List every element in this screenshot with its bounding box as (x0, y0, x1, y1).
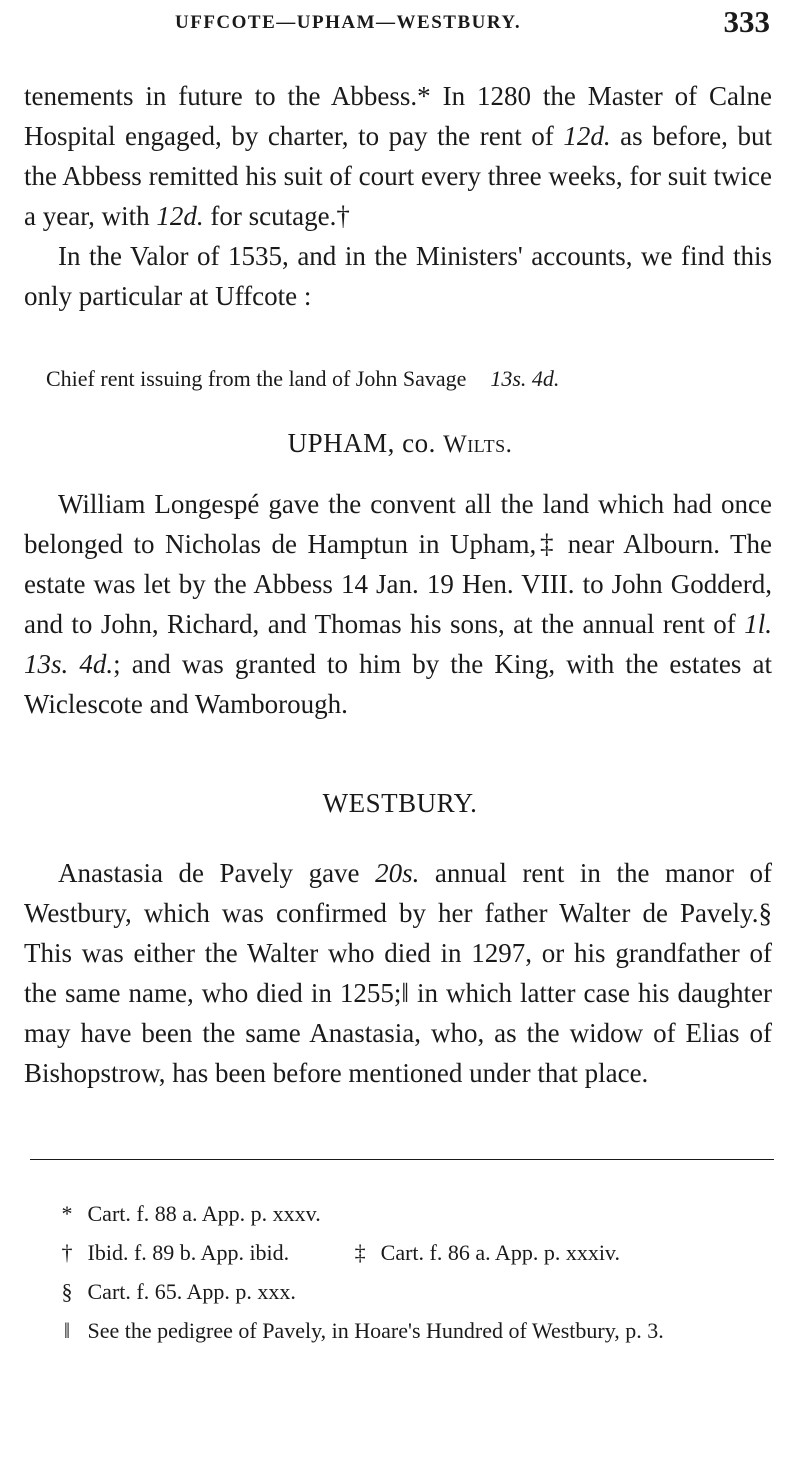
upham-heading: UPHAM, co. Wilts. (287, 428, 513, 458)
footnote (24, 1272, 772, 1311)
footnotes (24, 1194, 772, 1350)
uffcote-section (24, 76, 772, 316)
footnote-text: Cart. f. 65. App. p. xxx. (87, 1279, 296, 1304)
footnote-text: See the pedigree of Pavely, in Hoare's Hundred of Westbury, p. 3. (87, 1318, 664, 1343)
chief-rent-amount: 13s. 4d. (490, 366, 560, 391)
footnote-divider (30, 1159, 774, 1160)
footnote-text: Ibid. f. 89 b. App. ibid. (87, 1240, 290, 1265)
westbury-heading: WESTBURY. (322, 788, 478, 818)
upham-paragraph: William Longespé gave the convent all the land which had once belonged to Nicholas de Hamptun in Upham,‡ near Albourn. The estate was let by the Abbess 14 Jan. 19 Hen. VIII. to John Godderd, and to John, Richard, and Thomas his sons, at the annual rent of 1l. 13s. 4d.; and was granted to him by the King, with the estates at Wiclescote and Wamborough. (24, 489, 772, 719)
footnote-row (24, 1233, 772, 1272)
westbury-section (24, 853, 772, 1093)
footnote-text: Cart. f. 88 a. App. p. xxxv. (87, 1201, 321, 1226)
running-head: UFFCOTE—UPHAM—WESTBURY. (175, 12, 522, 33)
upham-section (24, 484, 772, 724)
footnote-mark: ‖ (63, 1318, 71, 1343)
chief-rent-entry (46, 363, 746, 395)
uffcote-paragraph-2: In the Valor of 1535, and in the Ministers' accounts, we find this only particular at Uffcote : (24, 241, 772, 311)
uffcote-paragraph-1: tenements in future to the Abbess.* In 1280 the Master of Calne Hospital engaged, by charter, to pay the rent of 12d. as before, but the Abbess remitted his suit of court every three weeks, for suit twice a year, with 12d. for scutage.† (24, 81, 772, 231)
chief-rent-label: Chief rent issuing from the land of John Savage (46, 366, 467, 391)
footnote-mark: † (61, 1240, 73, 1265)
footnote-text: Cart. f. 86 a. App. p. xxxiv. (380, 1240, 620, 1265)
footnote-mark: * (61, 1201, 73, 1226)
footnote (24, 1194, 772, 1233)
footnote-mark: ‡ (354, 1240, 366, 1265)
footnote (24, 1311, 772, 1350)
westbury-paragraph: Anastasia de Pavely gave 20s. annual rent in the manor of Westbury, which was confirmed by her father Walter de Pavely.§ This was either the Walter who died in 1297, or his grandfather of the same name, who died in 1255;‖ in which latter case his daughter may have been the same Anastasia, who, as the widow of Elias of Bishopstrow, has been before mentioned under that place. (24, 858, 772, 1088)
page-number: 333 (723, 4, 770, 39)
footnote-mark: § (61, 1279, 73, 1304)
